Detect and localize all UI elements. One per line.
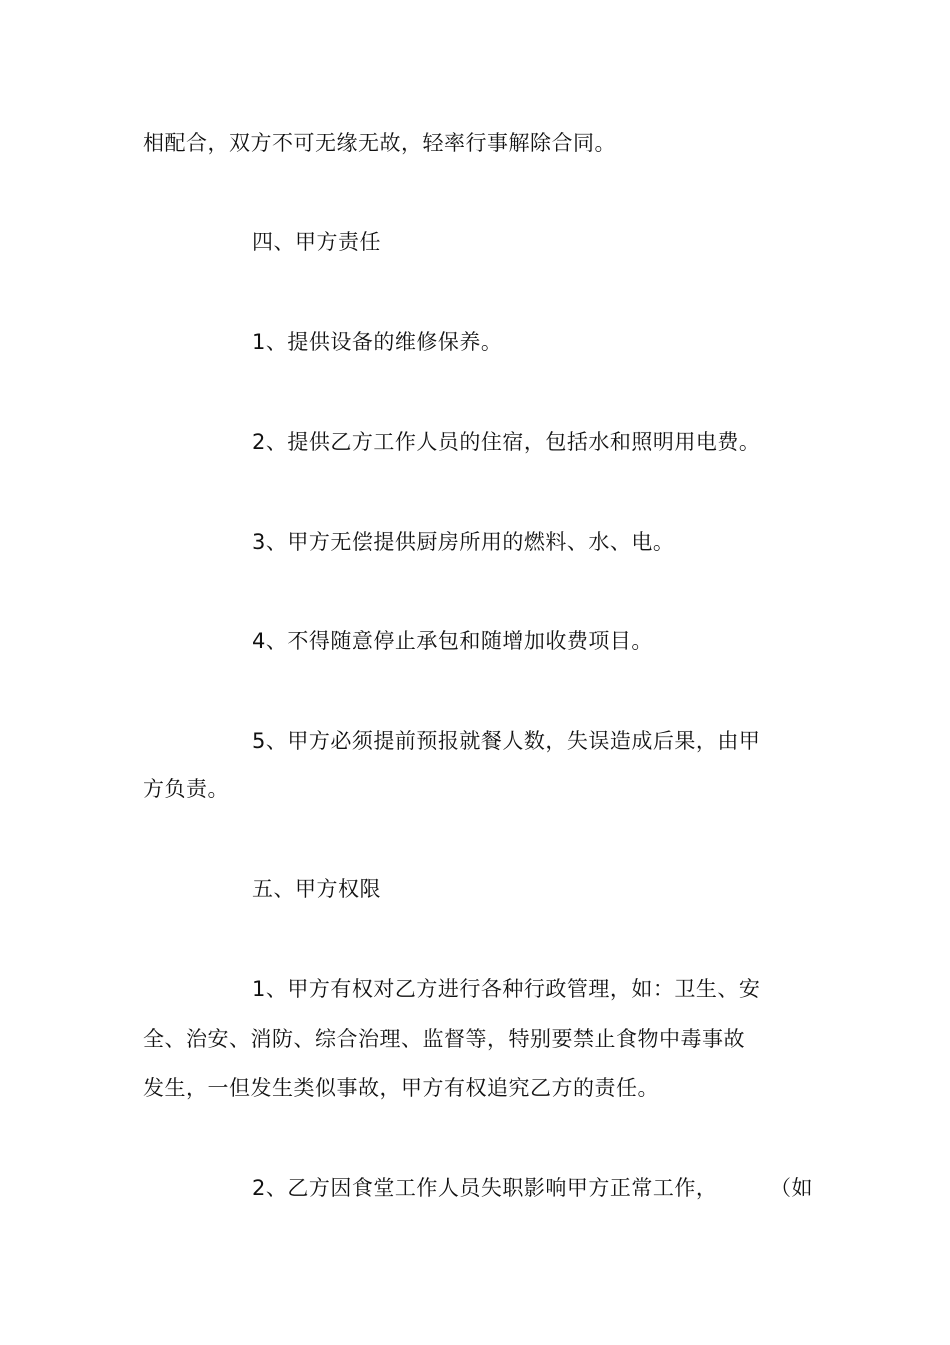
list-item: 1、提供设备的维修保养。	[252, 330, 503, 354]
list-item: 2、提供乙方工作人员的住宿，包括水和照明用电费。	[252, 430, 761, 454]
list-item-continuation: 方负责。	[143, 777, 229, 801]
paragraph-line: 相配合，双方不可无缘无故，轻率行事解除合同。	[143, 131, 616, 155]
list-item: 2、乙方因食堂工作人员失职影响甲方正常工作，	[252, 1176, 718, 1200]
list-item: 5、甲方必须提前预报就餐人数，失误造成后果，由甲	[252, 729, 761, 753]
list-item: 3、甲方无偿提供厨房所用的燃料、水、电。	[252, 530, 675, 554]
list-item-trailing-text: （如	[770, 1176, 813, 1200]
list-item-continuation: 发生，一但发生类似事故，甲方有权追究乙方的责任。	[143, 1076, 659, 1100]
list-item: 1、甲方有权对乙方进行各种行政管理，如：卫生、安	[252, 977, 761, 1001]
list-item-continuation: 全、治安、消防、综合治理、监督等，特别要禁止食物中毒事故	[143, 1027, 745, 1051]
list-item: 4、不得随意停止承包和随增加收费项目。	[252, 629, 653, 653]
section-heading: 五、甲方权限	[252, 877, 381, 901]
section-heading: 四、甲方责任	[252, 230, 381, 254]
